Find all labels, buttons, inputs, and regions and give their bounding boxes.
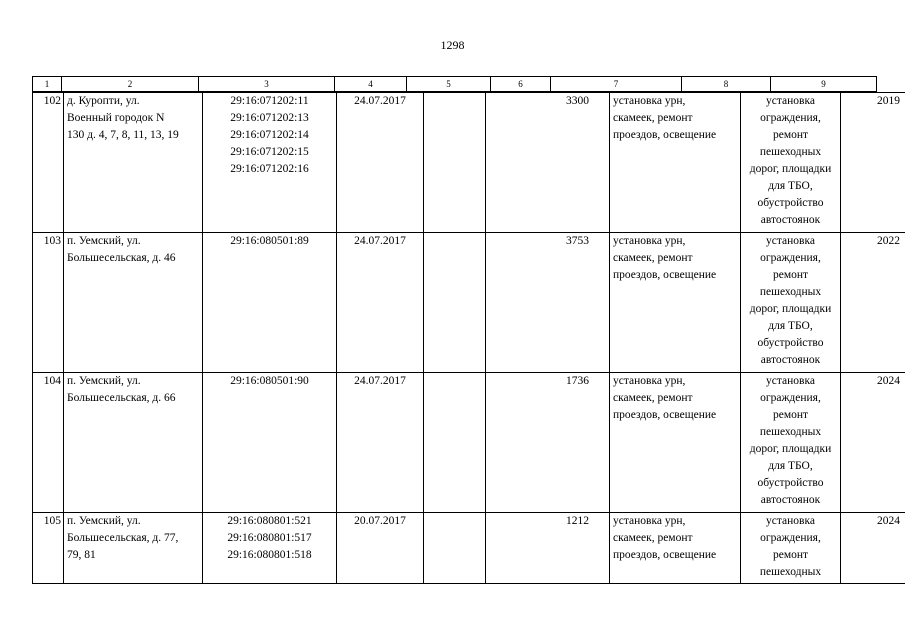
additional-works-cell: [741, 233, 841, 373]
additional-works-line: дорог, площадки: [749, 443, 832, 455]
table-row: [33, 373, 905, 513]
row-number: 102: [33, 93, 64, 233]
cadastral-number: 29:16:080801:517: [227, 532, 312, 544]
additional-works-line: обустройство: [757, 337, 824, 349]
table-row: [33, 513, 905, 584]
additional-works-line: ограждения,: [760, 532, 821, 544]
header-col-7: 7: [551, 77, 682, 92]
empty-cell: [424, 373, 486, 513]
additional-works-line: дорог, площадки: [749, 163, 832, 175]
additional-works-line: обустройство: [757, 197, 824, 209]
address-cell: [64, 93, 203, 233]
works-cell: [610, 93, 741, 233]
cadastral-cell: [203, 93, 337, 233]
additional-works-line: ремонт: [772, 549, 809, 561]
additional-works-cell: [741, 93, 841, 233]
address-line: п. Уемский, ул.: [67, 235, 141, 247]
year-cell: 2024: [841, 513, 905, 584]
area-cell: 3300: [486, 93, 610, 233]
works-line: установка урн,: [613, 95, 686, 107]
empty-cell: [424, 93, 486, 233]
cadastral-number: 29:16:080801:521: [227, 515, 312, 527]
additional-works-line: установка: [766, 375, 815, 387]
cadastral-number: 29:16:080501:90: [230, 375, 309, 387]
additional-works-line: пешеходных: [759, 566, 822, 578]
header-col-5: 5: [407, 77, 491, 92]
page-number: 1298: [440, 38, 465, 52]
row-number: 103: [33, 233, 64, 373]
address-line: Большесельская, д. 66: [67, 392, 176, 404]
header-col-6: 6: [491, 77, 551, 92]
additional-works-line: пешеходных: [759, 286, 822, 298]
table-row: [33, 233, 905, 373]
date-cell: 20.07.2017: [337, 513, 424, 584]
header-col-4: 4: [335, 77, 407, 92]
works-line: проездов, освещение: [613, 409, 717, 421]
address-line: 130 д. 4, 7, 8, 11, 13, 19: [67, 129, 179, 141]
table-row: [33, 93, 905, 233]
works-line: проездов, освещение: [613, 549, 717, 561]
empty-cell: [424, 513, 486, 584]
address-line: Большесельская, д. 46: [67, 252, 176, 264]
additional-works-line: для ТБО,: [768, 180, 813, 192]
header-col-1: 1: [33, 77, 62, 92]
header-col-9: 9: [771, 77, 877, 92]
address-cell: [64, 233, 203, 373]
cadastral-number: 29:16:080501:89: [230, 235, 309, 247]
date-cell: 24.07.2017: [337, 233, 424, 373]
address-line: п. Уемский, ул.: [67, 515, 141, 527]
works-line: скамеек, ремонт: [613, 392, 693, 404]
additional-works-line: автостоянок: [760, 354, 821, 366]
column-number-header: [32, 76, 877, 92]
works-line: скамеек, ремонт: [613, 252, 693, 264]
address-line: д. Куропти, ул.: [67, 95, 140, 107]
additional-works-line: для ТБО,: [768, 320, 813, 332]
works-line: проездов, освещение: [613, 129, 717, 141]
additional-works-line: ограждения,: [760, 112, 821, 124]
additional-works-line: установка: [766, 95, 815, 107]
works-cell: [610, 233, 741, 373]
additional-works-line: для ТБО,: [768, 460, 813, 472]
row-number: 105: [33, 513, 64, 584]
works-line: проездов, освещение: [613, 269, 717, 281]
additional-works-line: пешеходных: [759, 426, 822, 438]
date-cell: 24.07.2017: [337, 373, 424, 513]
additional-works-line: автостоянок: [760, 494, 821, 506]
works-line: установка урн,: [613, 235, 686, 247]
address-line: п. Уемский, ул.: [67, 375, 141, 387]
header-col-8: 8: [682, 77, 771, 92]
area-cell: 1736: [486, 373, 610, 513]
additional-works-line: обустройство: [757, 477, 824, 489]
cadastral-number: 29:16:080801:518: [227, 549, 312, 561]
additional-works-cell: [741, 373, 841, 513]
cadastral-number: 29:16:071202:14: [230, 129, 309, 141]
additional-works-line: установка: [766, 515, 815, 527]
works-line: установка урн,: [613, 515, 686, 527]
additional-works-line: автостоянок: [760, 214, 821, 226]
area-cell: 1212: [486, 513, 610, 584]
empty-cell: [424, 233, 486, 373]
cadastral-number: 29:16:071202:15: [230, 146, 309, 158]
address-line: Военный городок N: [67, 112, 165, 124]
date-cell: 24.07.2017: [337, 93, 424, 233]
works-cell: [610, 373, 741, 513]
cadastral-number: 29:16:071202:13: [230, 112, 309, 124]
cadastral-cell: [203, 233, 337, 373]
cadastral-number: 29:16:071202:16: [230, 163, 309, 175]
additional-works-line: ремонт: [772, 269, 809, 281]
additional-works-line: ограждения,: [760, 392, 821, 404]
address-line: 79, 81: [67, 549, 96, 561]
cadastral-number: 29:16:071202:11: [230, 95, 309, 107]
address-cell: [64, 373, 203, 513]
header-col-3: 3: [199, 77, 335, 92]
works-line: установка урн,: [613, 375, 686, 387]
year-cell: 2022: [841, 233, 905, 373]
works-line: скамеек, ремонт: [613, 112, 693, 124]
additional-works-line: ограждения,: [760, 252, 821, 264]
works-cell: [610, 513, 741, 584]
additional-works-line: дорог, площадки: [749, 303, 832, 315]
area-cell: 3753: [486, 233, 610, 373]
data-table: [32, 92, 905, 584]
address-line: Большесельская, д. 77,: [67, 532, 179, 544]
address-cell: [64, 513, 203, 584]
works-line: скамеек, ремонт: [613, 532, 693, 544]
row-number: 104: [33, 373, 64, 513]
header-col-2: 2: [62, 77, 199, 92]
additional-works-line: пешеходных: [759, 146, 822, 158]
year-cell: 2019: [841, 93, 905, 233]
additional-works-line: установка: [766, 235, 815, 247]
cadastral-cell: [203, 513, 337, 584]
additional-works-line: ремонт: [772, 129, 809, 141]
cadastral-cell: [203, 373, 337, 513]
year-cell: 2024: [841, 373, 905, 513]
additional-works-line: ремонт: [772, 409, 809, 421]
additional-works-cell: [741, 513, 841, 584]
